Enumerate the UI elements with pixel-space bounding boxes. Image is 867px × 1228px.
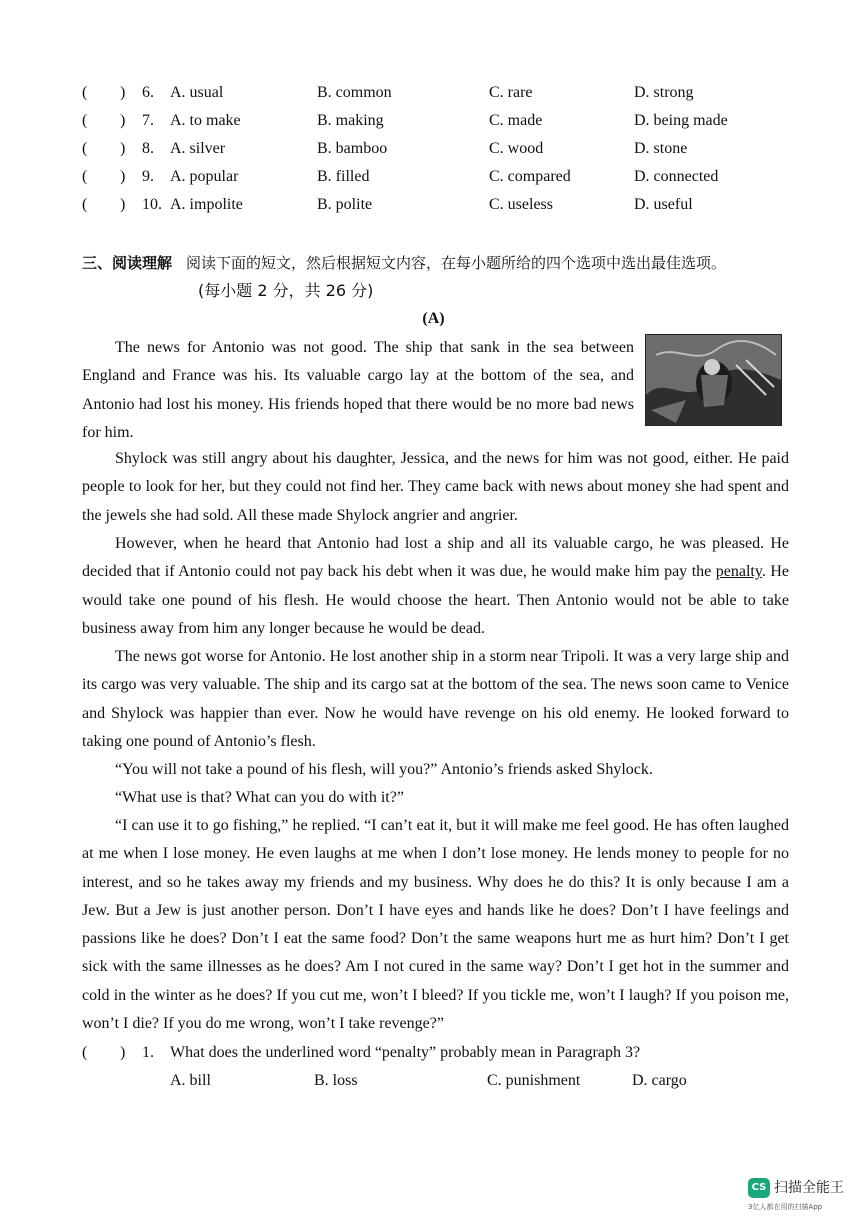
- paragraph-7-text: “I can use it to go fishing,” he replied. “I can’t eat it, but it will make me feel good. He has often laughed at me when I lose money. He even laughs at me when I don’t lose money. He lends money to people for no interest, and so he takes away my friends and my business. Why does he do this? It is only because I am a Jew. But a Jew is just another person. Don’t I have eyes and hands like he does? Don’t I have feelings and passions like he does? Don’t I eat the same food? Don’t the same weapons hurt me as hurt him? Don’t I get sick with the same illnesses as he does? Am I not cured in the same way? Don’t I get hot in the summer and cold in the winter as he does? If you cut me, won’t I bleed? If you tickle me, won’t I laugh? If you poison me, won’t I die? If you do me wrong, won’t I take revenge?”: [82, 817, 789, 1033]
- paragraph-2-text: Shylock was still angry about his daughter, Jessica, and the news for him was not good, either. He paid people to look for her, but they could not find her. They came back with news about money she had spent and the jewels she had sold. All these made Shylock angrier and angrier.: [82, 450, 789, 524]
- section-heading: [82, 250, 726, 277]
- answer-blank-open: (: [82, 1044, 88, 1061]
- paragraph-6-text: “What use is that? What can you do with it?”: [115, 789, 404, 806]
- option-c: C. rare: [489, 84, 533, 101]
- option-c: C. made: [489, 112, 543, 129]
- item-number: 7.: [142, 112, 154, 129]
- option-d: D. useful: [634, 196, 693, 213]
- paragraph-3-text-after: . He would take one pound of his flesh. He would choose the heart. Then Antonio would not be able to take business away from him any longer because he would be dead.: [82, 563, 790, 637]
- option-a: A. to make: [170, 112, 241, 129]
- option-c: C. punishment: [487, 1072, 581, 1089]
- option-b: B. making: [317, 112, 384, 129]
- paragraph-4: [82, 643, 789, 756]
- answer-blank-close: ): [120, 140, 126, 157]
- answer-blank-close: ): [120, 1044, 126, 1061]
- answer-blank-close: ): [120, 84, 126, 101]
- passage-title: (A): [422, 310, 445, 327]
- camscanner-logo: CS: [748, 1178, 770, 1198]
- option-d: D. cargo: [632, 1072, 687, 1089]
- answer-blank-close: ): [120, 196, 126, 213]
- option-b: B. loss: [314, 1072, 358, 1089]
- section-points: (每小题 2 分，共 26 分): [198, 281, 374, 300]
- item-number: 6.: [142, 84, 154, 101]
- paragraph-3: [82, 530, 789, 643]
- item-number: 9.: [142, 168, 154, 185]
- option-a: A. popular: [170, 168, 239, 185]
- option-d: D. stone: [634, 140, 688, 157]
- paragraph-4-text: The news got worse for Antonio. He lost another ship in a storm near Tripoli. It was a very large ship and its cargo was very valuable. The ship and its cargo sat at the bottom of the sea. The news soon came to Venice and Shylock was happier than ever. Now he would have revenge on his old enemy. He looked forward to taking one pound of Antonio’s flesh.: [82, 648, 789, 750]
- option-d: D. being made: [634, 112, 728, 129]
- section-label: 三、阅读理解: [82, 254, 173, 272]
- underlined-word-penalty: penalty: [715, 563, 762, 581]
- option-c: C. compared: [489, 168, 571, 185]
- option-d: D. strong: [634, 84, 694, 101]
- answer-blank-open: (: [82, 196, 88, 213]
- paragraph-2: [82, 445, 789, 530]
- item-number: 8.: [142, 140, 154, 157]
- option-b: B. polite: [317, 196, 373, 213]
- paragraph-3-text-before: However, when he heard that Antonio had lost a ship and all its valuable cargo, he was pleased. He decided that if Antonio could not pay back his debt when it was due, he would make him pay the: [82, 535, 789, 581]
- answer-blank-close: ): [120, 168, 126, 185]
- option-a: A. impolite: [170, 196, 243, 213]
- item-number: 10.: [142, 196, 162, 213]
- answer-blank-open: (: [82, 140, 88, 157]
- option-b: B. bamboo: [317, 140, 388, 157]
- answer-blank-open: (: [82, 112, 88, 129]
- paragraph-7: [82, 812, 789, 1038]
- option-b: B. filled: [317, 168, 370, 185]
- paragraph-5-text: “You will not take a pound of his flesh, will you?” Antonio’s friends asked Shylock.: [115, 761, 653, 778]
- option-a: A. usual: [170, 84, 224, 101]
- question-text: What does the underlined word “penalty” probably mean in Paragraph 3?: [170, 1044, 641, 1061]
- scanner-watermark: [748, 1178, 858, 1222]
- answer-blank-open: (: [82, 84, 88, 101]
- answer-blank-close: ): [120, 112, 126, 129]
- paragraph-5: [82, 756, 789, 784]
- paragraph-1: [82, 334, 634, 447]
- section-instruction: 阅读下面的短文，然后根据短文内容，在每小题所给的四个选项中选出最佳选项。: [186, 254, 727, 272]
- question-number: 1.: [142, 1044, 154, 1061]
- option-d: D. connected: [634, 168, 719, 185]
- option-c: C. useless: [489, 196, 553, 213]
- passage-illustration: [645, 334, 782, 426]
- option-a: A. silver: [170, 140, 226, 157]
- paragraph-6: [82, 784, 789, 812]
- answer-blank-open: (: [82, 168, 88, 185]
- watermark-name: 扫描全能王: [774, 1180, 844, 1196]
- paragraph-1-text: The news for Antonio was not good. The ship that sank in the sea between England and France was his. Its valuable cargo lay at the bottom of the sea, and Antonio had lost his money. His friends hoped that there would be no more bad news for him.: [82, 339, 634, 441]
- option-c: C. wood: [489, 140, 544, 157]
- watermark-tagline: 3亿人都在用的扫描App: [748, 1203, 823, 1211]
- option-b: B. common: [317, 84, 392, 101]
- option-a: A. bill: [170, 1072, 211, 1089]
